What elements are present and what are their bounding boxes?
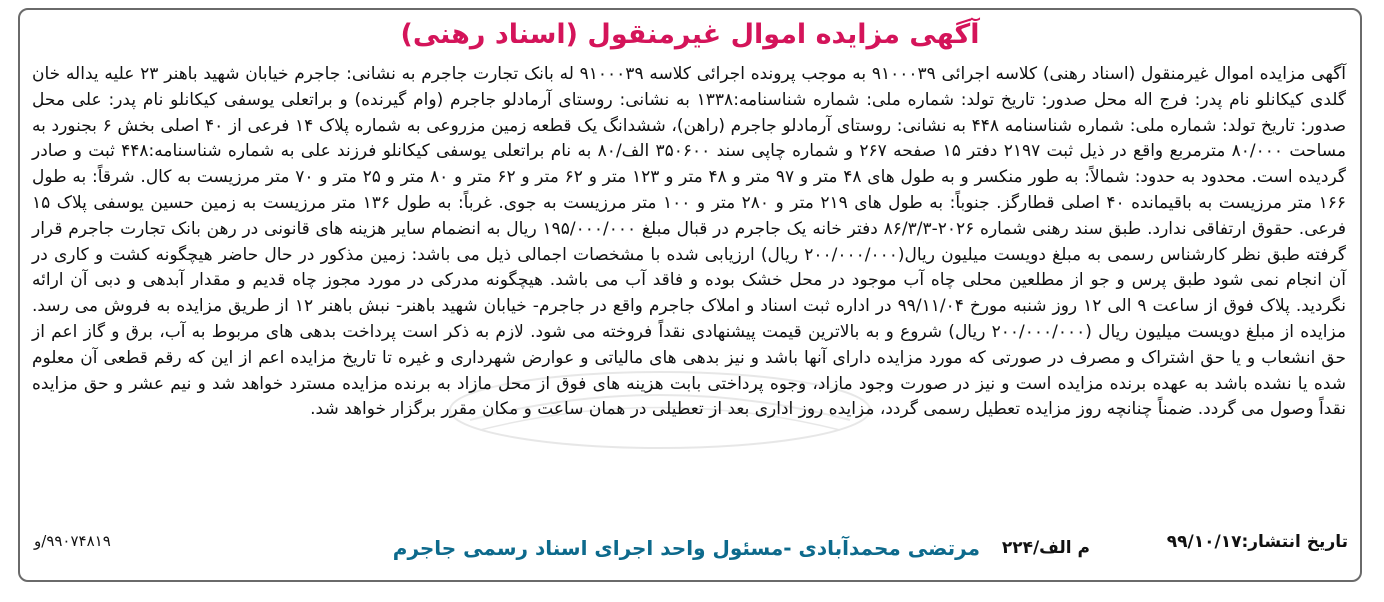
publication-date: تاریخ انتشار:۹۹/۱۰/۱۷ bbox=[1166, 532, 1348, 552]
notice-footer bbox=[20, 520, 1360, 572]
reference-number: ۹۹۰۷۴۸۱۹/و bbox=[34, 532, 111, 550]
title-area bbox=[20, 12, 1360, 58]
notice-body: آگهی مزایده اموال غیرمنقول (اسناد رهنی) کلاسه اجرائی ۹۱۰۰۰۳۹ به موجب پرونده اجرائی کلاسه ۹۱۰۰۰۳۹ له بانک تجارت جاجرم به نشانی: جاجرم خیابان شهید باهنر ۲۳ علیه یداله خان گلدی کیکانلو نام پدر: فرج اله محل صدور: تاریخ تولد: شماره ملی: شماره شناسنامه:۱۳۳۸ به نشانی: روستای آرمادلو جاجرم (وام گیرنده) و براتعلی یوسفی کیکانلو نام پدر: علی محل صدور: تاریخ تولد: شماره ملی: شماره شناسنامه ۴۴۸ به نشانی: روستای آرمادلو جاجرم (راهن)، ششدانگ یک قطعه زمین مزروعی به شماره پلاک ۱۴ فرعی از ۴۰ اصلی بخش ۶ بجنورد به مساحت ۸۰/۰۰۰ مترمربع واقع در ذیل ثبت ۲۱۹۷ دفتر ۱۵ صفحه ۲۶۷ و شماره چاپی سند ۳۵۰۶۰۰ الف/۸۰ به نام براتعلی یوسفی کیکانلو فرزند علی به شماره شناسنامه:۴۴۸ ثبت و صادر گردیده است. محدود به حدود: شمالاً: به طور منکسر و به طول های ۴۸ متر و ۹۷ متر و ۴۸ متر و ۱۲۳ متر و ۶۲ متر و ۶۲ متر و ۸۰ متر و ۲۵ متر و ۷۰ متر مرزیست به کال. شرقاً: به طول ۱۶۶ متر مرزیست به باقیمانده ۴۰ اصلی قطارگز. جنوباً: به طول های ۲۱۹ متر و ۲۸۰ متر و ۱۰۰ متر مرزیست به جوی. غرباً: به طول ۱۳۶ متر مرزیست به زمین حسین یوسفی پلاک ۱۵ فرعی. حقوق ارتفاقی ندارد. طبق سند رهنی شماره ۲۰۲۶-۸۶/۳/۳ دفتر خانه یک جاجرم در قبال مبلغ ۱۹۵/۰۰۰/۰۰۰ ریال به انضمام سایر هزینه های قانونی در رهن بانک تجارت جاجرم قرار گرفته طبق نظر کارشناس رسمی به مبلغ دویست میلیون ریال(۲۰۰/۰۰۰/۰۰۰ ریال) ارزیابی شده با مشخصات اجمالی ذیل می باشد: زمین مذکور در حال حاضر هیچگونه کشت و کاری در آن انجام نمی شود طبق پرس و جو از مطلعین محلی چاه آب موجود در محل خشک بوده و فاقد آب می باشد. هیچگونه مدرکی در مورد مجوز چاه قدیم و مقدار آبدهی و دبی آن ارائه نگردید. پلاک فوق از ساعت ۹ الی ۱۲ روز شنبه مورخ ۹۹/۱۱/۰۴ در اداره ثبت اسناد و املاک جاجرم واقع در جاجرم- خیابان شهید باهنر- نبش باهنر ۱۲ از طریق مزایده به فروش می رسد. مزایده از مبلغ دویست میلیون ریال (۲۰۰/۰۰۰/۰۰۰ ریال) شروع و به بالاترین قیمت پیشنهادی نقداً فروخته می شود. لازم به ذکر است پرداخت بدهی های مربوط به آب، برق و گاز اعم از حق انشعاب و یا حق اشتراک و مصرف در صورتی که مورد مزایده دارای آنها باشد و نیز بدهی های مالیاتی و عوارض شهرداری و غیره تا تاریخ مزایده اعم از این که رقم قطعی آن معلوم شده یا نشده باشد به عهده برنده مزایده است و نیز در صورت وجود مازاد، وجوه پرداختی بابت هزینه های فوق از محل مازاد به برنده مزایده مسترد خواهد شد و نیم عشر و حق مزایده نقداً وصول می گردد. ضمناً چنانچه روز مزایده تعطیل رسمی گردد، مزایده روز اداری بعد از تعطیلی در همان ساعت و مکان مقرر برگزار خواهد شد. bbox=[32, 64, 1347, 420]
notice-title: آگهی مزایده اموال غیرمنقول (اسناد رهنی) bbox=[400, 19, 980, 50]
reference-code: م الف/۲۲۴ bbox=[1001, 538, 1090, 558]
auction-notice bbox=[18, 8, 1362, 582]
signer-name: مرتضی محمدآبادی -مسئول واحد اجرای اسناد رسمی جاجرم bbox=[392, 536, 980, 560]
